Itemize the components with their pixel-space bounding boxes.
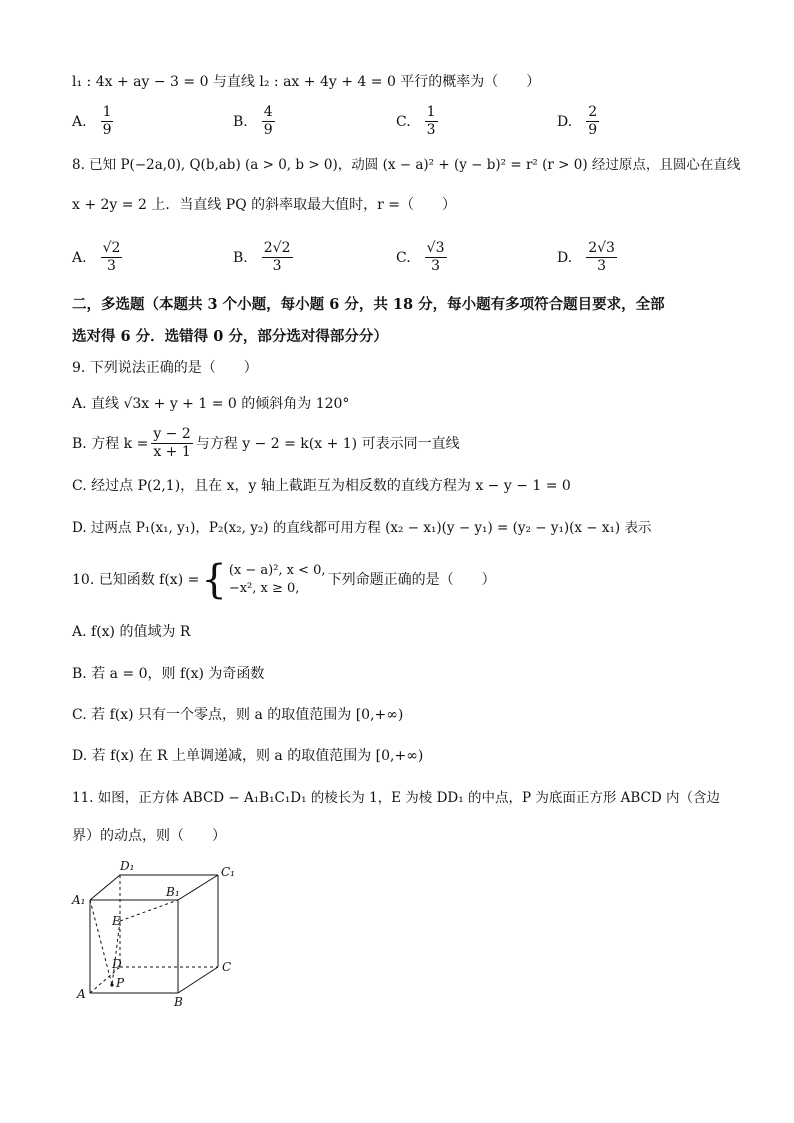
q10-option-b: B. 若 a = 0，则 f(x) 为奇函数 xyxy=(72,666,265,682)
option-label: C. xyxy=(396,249,411,266)
label-b1: B₁ xyxy=(166,885,180,899)
fraction: $\frac{√3}{3}$ xyxy=(426,240,445,274)
fraction: $\frac{√2}{3}$ xyxy=(102,240,121,274)
option-label: C. xyxy=(396,113,411,130)
label-c: C xyxy=(222,960,232,974)
section-heading-line1: 二，多选题（本题共 3 个小题，每小题 6 分，共 18 分，每小题有多项符合题目要求，全部 xyxy=(72,296,665,313)
option-label: D. xyxy=(557,113,573,130)
q11-line2: 界）的动点，则（ ） xyxy=(72,828,226,844)
option-label: B. xyxy=(233,249,248,266)
q7-option-d xyxy=(557,104,599,139)
q9-b-suffix: 与方程 y − 2 = k(x + 1) 可表示同一直线 xyxy=(195,435,460,452)
label-d1: D₁ xyxy=(120,859,135,873)
q8-option-c xyxy=(396,240,447,275)
label-d: D xyxy=(112,957,122,971)
fraction: $\frac{4}{9}$ xyxy=(263,104,273,138)
q8-option-a xyxy=(72,240,122,275)
section-heading-line2: 选对得 6 分．选错得 0 分，部分选对得部分分） xyxy=(72,328,388,345)
fraction: $\frac{y - 2}{x + 1}$ xyxy=(153,426,191,460)
q10-suffix: 下列命题正确的是（ ） xyxy=(327,572,496,588)
label-a: A xyxy=(77,987,86,1001)
fraction: $\frac{2√2}{3}$ xyxy=(263,240,291,274)
q8-line1: 8. 已知 P(−2a,0), Q(b,ab) (a > 0, b > 0)，动圆 (x − a)² + (y − b)² = r² (r > 0) 经过原点，且圆心在直线 xyxy=(72,157,741,173)
q8-option-b xyxy=(233,240,293,275)
label-a1: A₁ xyxy=(72,893,86,907)
label-p: P xyxy=(116,976,125,990)
q10-option-a: A. f(x) 的值域为 R xyxy=(72,624,191,640)
edge-b-c xyxy=(178,967,218,993)
segment-a1-p xyxy=(90,900,112,985)
piecewise-cases xyxy=(229,562,326,598)
label-b: B xyxy=(174,995,183,1009)
q7-option-b xyxy=(233,104,275,139)
fraction: $\frac{1}{3}$ xyxy=(426,104,436,138)
q9-option-c: C. 经过点 P(2,1)，且在 x，y 轴上截距互为相反数的直线方程为 x − y − 1 = 0 xyxy=(72,478,571,494)
fraction: $\frac{2√3}{3}$ xyxy=(588,240,615,274)
edge-a1-d1 xyxy=(90,875,120,900)
case-2: −x², x ≥ 0, xyxy=(228,581,300,596)
q10-option-d: D. 若 f(x) 在 R 上单调递减，则 a 的取值范围为 [0,+∞) xyxy=(72,748,424,764)
brace-symbol: { xyxy=(201,557,227,603)
option-label: B. xyxy=(233,113,248,130)
q10-prefix: 10. 已知函数 f(x) = xyxy=(72,572,200,588)
q10-stem xyxy=(72,558,496,602)
q7-option-a xyxy=(72,104,113,139)
q7-stem: l₁ : 4x + ay − 3 = 0 与直线 l₂ : ax + 4y + 4 = 0 平行的概率为（ ） xyxy=(72,74,541,90)
q7-option-c xyxy=(396,104,438,139)
cube-figure xyxy=(60,850,260,1010)
label-c1: C₁ xyxy=(221,865,235,879)
option-label: D. xyxy=(557,249,573,266)
q9-stem: 9. 下列说法正确的是（ ） xyxy=(72,360,258,376)
q8-option-d xyxy=(557,240,617,275)
option-label: A. xyxy=(72,113,87,130)
point-p xyxy=(110,983,113,986)
q11-line1: 11. 如图，正方体 ABCD − A₁B₁C₁D₁ 的棱长为 1，E 为棱 DD₁ 的中点，P 为底面正方形 ABCD 内（含边 xyxy=(72,790,720,806)
edge-b1-c1 xyxy=(178,875,218,900)
option-label: A. xyxy=(72,249,87,266)
q10-option-c: C. 若 f(x) 只有一个零点，则 a 的取值范围为 [0,+∞) xyxy=(72,707,404,723)
fraction: $\frac{2}{9}$ xyxy=(588,104,598,138)
label-e: E xyxy=(112,914,121,928)
q9-b-prefix: B. 方程 k = xyxy=(72,435,149,452)
q9-option-a: A. 直线 √3x + y + 1 = 0 的倾斜角为 120° xyxy=(72,396,350,412)
case-1: (x − a)², x < 0, xyxy=(228,563,326,578)
q8-line2: x + 2y = 2 上．当直线 PQ 的斜率取最大值时，r =（ ） xyxy=(72,197,457,213)
segment-e-b1 xyxy=(120,900,178,921)
q9-option-b xyxy=(72,426,460,461)
fraction: $\frac{1}{9}$ xyxy=(102,104,112,138)
q9-option-d: D. 过两点 P₁(x₁, y₁)，P₂(x₂, y₂) 的直线都可用方程 (x₂ − x₁)(y − y₁) = (y₂ − y₁)(x − x₁) 表示 xyxy=(72,520,652,536)
